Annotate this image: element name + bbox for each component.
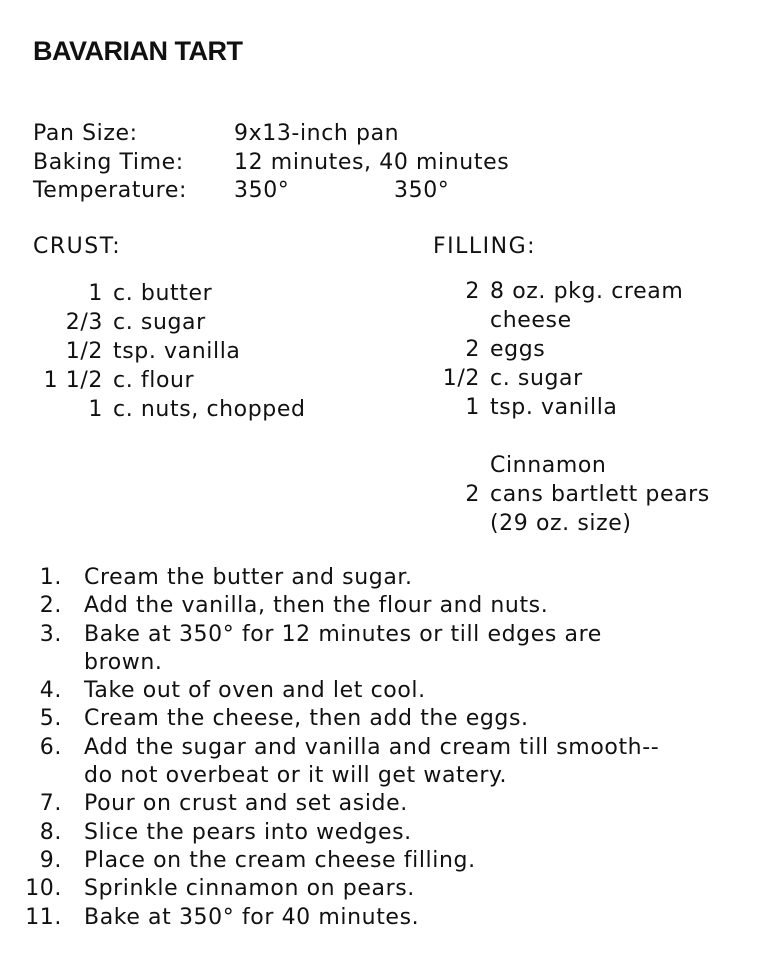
filling-heading: FILLING: <box>433 234 537 259</box>
crust-ingredient-list <box>0 279 306 424</box>
step-text: Bake at 350° for 40 minutes. <box>84 904 420 930</box>
step-number: 11. <box>25 904 62 930</box>
step-number: 4. <box>39 678 62 704</box>
step-item <box>0 734 659 791</box>
ingredient-item <box>400 480 710 509</box>
step-number: 8. <box>39 819 62 845</box>
crust-heading: CRUST: <box>33 234 122 259</box>
step-item <box>0 677 659 705</box>
step-text: Add the vanilla, then the flour and nuts. <box>84 593 549 619</box>
step-number: 1. <box>39 565 62 590</box>
ingredient-item-continued <box>400 509 710 538</box>
step-text: Take out of oven and let cool. <box>84 678 426 704</box>
step-text: Cream the cheese, then add the eggs. <box>84 706 529 732</box>
filling-ingredient-list <box>400 277 710 538</box>
info-value-second: 350° <box>394 178 450 203</box>
step-item <box>0 621 659 678</box>
step-number: 5. <box>39 706 62 732</box>
ingredient-item <box>400 277 710 306</box>
ingredient-item <box>0 395 306 424</box>
ingredient-item-continued <box>400 306 710 335</box>
step-item <box>0 564 659 592</box>
ingredient-text: cans bartlett pears <box>490 482 710 507</box>
info-value: 9x13-inch pan <box>234 121 400 146</box>
ingredient-text: cheese <box>490 308 572 333</box>
step-number: 2. <box>39 593 62 619</box>
step-text: Bake at 350° for 12 minutes or till edges are brown. <box>84 621 602 675</box>
step-text: Pour on crust and set aside. <box>84 791 408 817</box>
step-item <box>0 705 659 733</box>
info-label: Pan Size: <box>33 121 138 146</box>
ingredient-text: tsp. vanilla <box>113 339 241 364</box>
ingredient-text: Cinnamon <box>490 453 607 478</box>
step-item <box>0 790 659 818</box>
step-item <box>0 904 659 932</box>
ingredient-qty: 1 <box>465 395 480 420</box>
step-number: 10. <box>25 876 62 902</box>
ingredient-item <box>400 335 710 364</box>
info-value: 12 minutes, 40 minutes <box>234 149 510 175</box>
recipe-title: BAVARIAN TART <box>33 36 243 66</box>
ingredient-text: 8 oz. pkg. cream <box>490 279 684 304</box>
ingredient-text: tsp. vanilla <box>490 395 618 420</box>
ingredient-qty: 1 1/2 <box>43 368 103 393</box>
step-item <box>0 819 659 847</box>
step-text: Sprinkle cinnamon on pears. <box>84 876 415 902</box>
step-text: Add the sugar and vanilla and cream till smooth-- do not overbeat or it will get watery. <box>84 734 660 789</box>
ingredient-item <box>0 337 306 366</box>
ingredient-qty: 1/2 <box>65 339 103 364</box>
step-number: 9. <box>39 847 62 873</box>
info-label: Temperature: <box>33 178 187 203</box>
ingredient-qty: 1/2 <box>442 366 480 391</box>
step-item <box>0 847 659 875</box>
step-item <box>0 592 659 620</box>
ingredient-item <box>400 451 710 480</box>
ingredient-item <box>0 279 306 308</box>
ingredient-item <box>400 393 710 422</box>
info-label: Baking Time: <box>33 149 184 175</box>
ingredient-item <box>0 308 306 337</box>
ingredient-qty: 2 <box>465 482 480 507</box>
ingredient-qty: 2 <box>465 337 480 362</box>
ingredient-item <box>400 364 710 393</box>
step-item <box>0 875 659 903</box>
ingredient-text: c. sugar <box>113 310 206 335</box>
ingredient-qty: 1 <box>88 397 103 422</box>
step-number: 7. <box>39 791 62 817</box>
ingredient-text: c. butter <box>113 281 213 306</box>
ingredient-text: eggs <box>490 337 546 362</box>
step-text: Slice the pears into wedges. <box>84 819 412 845</box>
step-number: 3. <box>39 621 62 647</box>
step-number: 6. <box>39 734 62 760</box>
ingredient-qty: 2 <box>465 279 480 304</box>
instruction-steps <box>0 564 659 932</box>
step-text: Place on the cream cheese filling. <box>84 847 476 873</box>
list-spacer <box>400 422 710 451</box>
step-text: Cream the butter and sugar. <box>84 565 413 590</box>
ingredient-item <box>0 366 306 395</box>
ingredient-qty: 2/3 <box>65 310 103 335</box>
info-value: 350° <box>234 178 290 203</box>
ingredient-text: c. sugar <box>490 366 583 391</box>
ingredient-text: c. nuts, chopped <box>113 397 306 422</box>
ingredient-qty: 1 <box>88 281 103 306</box>
ingredient-text: (29 oz. size) <box>490 511 632 536</box>
ingredient-text: c. flour <box>113 368 195 393</box>
